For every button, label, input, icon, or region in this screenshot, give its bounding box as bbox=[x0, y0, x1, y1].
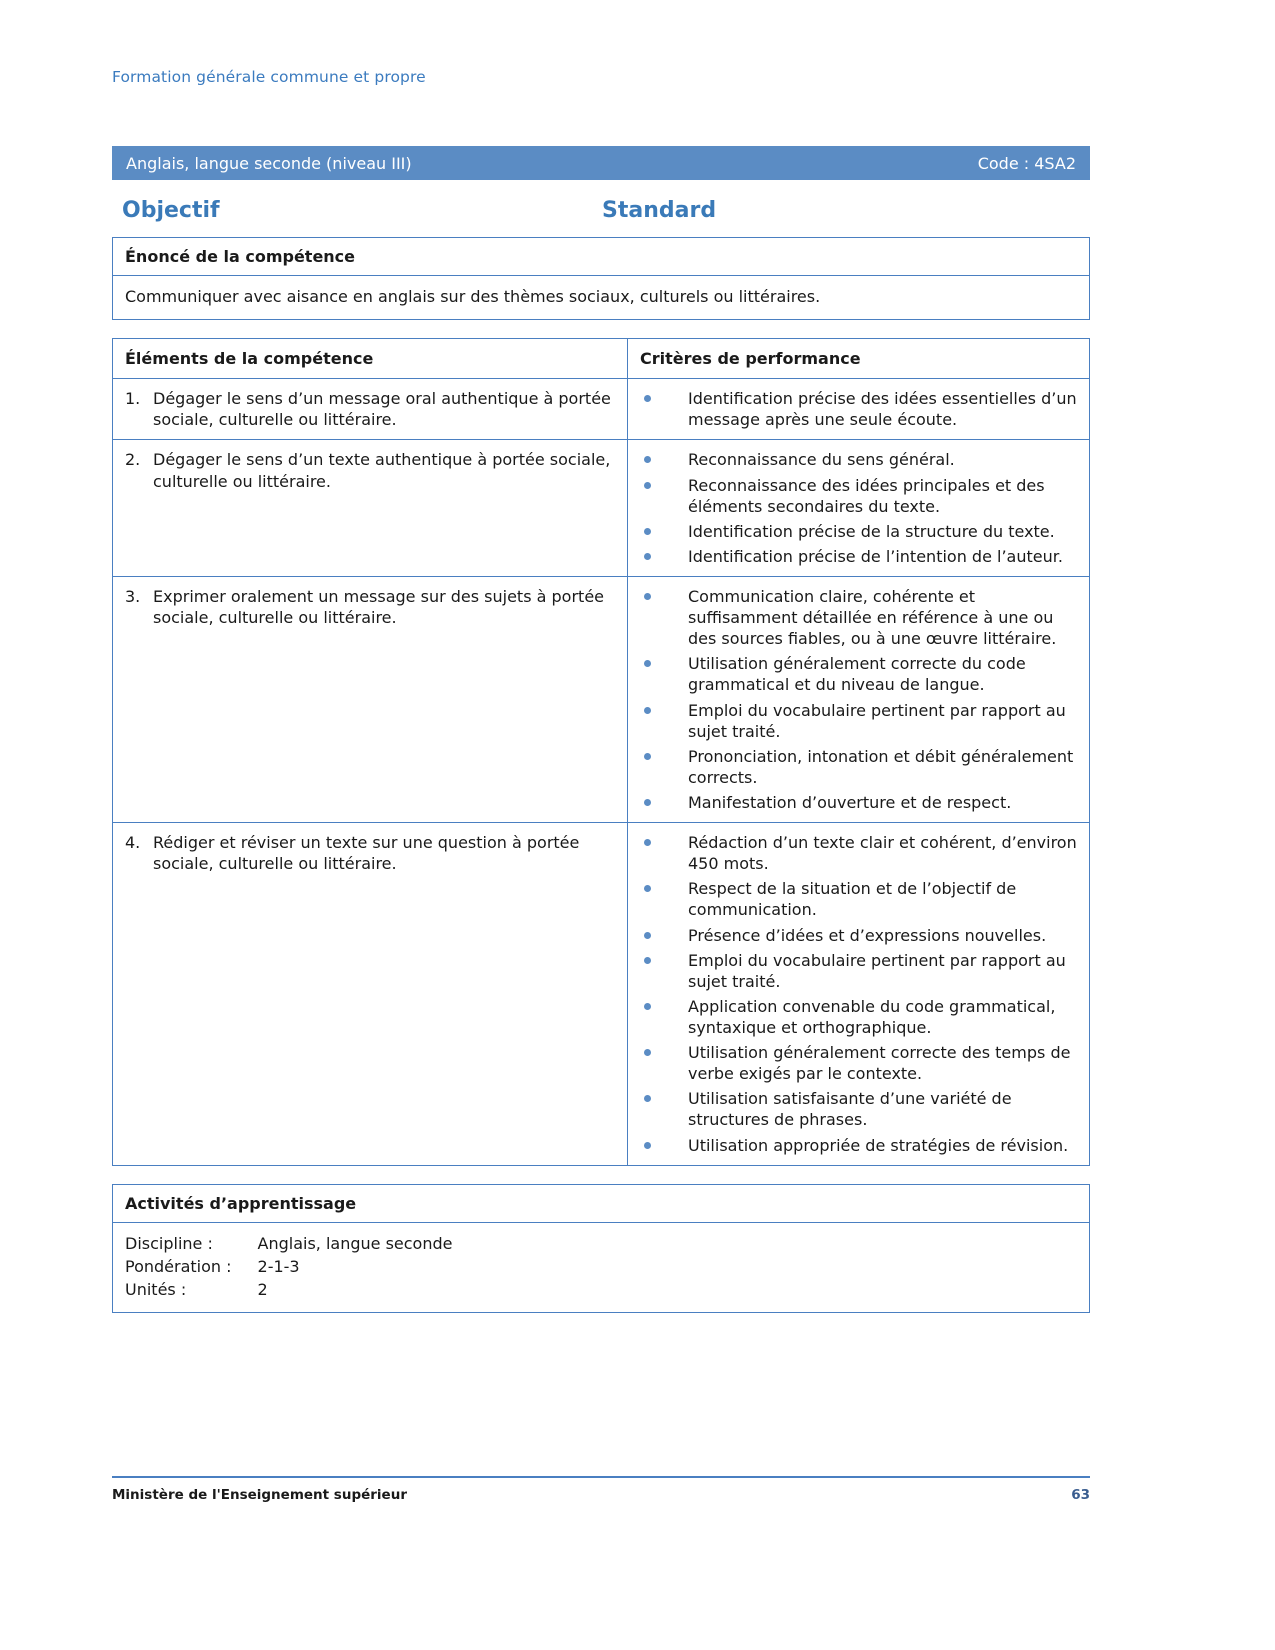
list-item bbox=[640, 746, 1077, 788]
bullet-icon bbox=[644, 799, 651, 806]
learning-activities-block bbox=[112, 1184, 1090, 1313]
list-item bbox=[640, 950, 1077, 992]
criteria-text: Prononciation, intonation et débit généralement corrects. bbox=[688, 746, 1074, 787]
list-item bbox=[640, 1042, 1077, 1084]
criteria-text: Présence d’idées et d’expressions nouvelles. bbox=[688, 925, 1047, 945]
footer-page-number: 63 bbox=[1071, 1487, 1090, 1503]
competence-statement-header: Énoncé de la compétence bbox=[113, 238, 1089, 276]
list-item bbox=[640, 1135, 1077, 1156]
bullet-icon bbox=[644, 553, 651, 560]
bullet-icon bbox=[644, 395, 651, 402]
criteria-text: Reconnaissance du sens général. bbox=[688, 450, 955, 470]
criteria-cell bbox=[628, 576, 1090, 822]
table-header-row bbox=[113, 339, 1090, 379]
column-header-criteria: Critères de performance bbox=[628, 339, 1090, 379]
criteria-text: Identification précise de l’intention de l’auteur. bbox=[688, 546, 1063, 566]
list-item bbox=[640, 925, 1077, 946]
criteria-list bbox=[640, 388, 1077, 430]
section-header-note: Formation générale commune et propre bbox=[112, 68, 426, 86]
bullet-icon bbox=[644, 660, 651, 667]
course-title-bar bbox=[112, 146, 1090, 180]
criteria-text: Utilisation généralement correcte des temps de verbe exigés par le contexte. bbox=[688, 1043, 1071, 1084]
course-code: Code : 4SA2 bbox=[977, 153, 1076, 173]
criteria-text: Utilisation généralement correcte du code grammatical et du niveau de langue. bbox=[688, 654, 1026, 695]
bullet-icon bbox=[644, 1142, 651, 1149]
page-footer bbox=[112, 1487, 1090, 1503]
course-title: Anglais, langue seconde (niveau III) bbox=[126, 153, 412, 173]
bullet-icon bbox=[644, 456, 651, 463]
column-header-elements: Éléments de la compétence bbox=[113, 339, 628, 379]
heading-standard: Standard bbox=[602, 198, 717, 223]
element-number: 3. bbox=[125, 586, 141, 606]
element-text: Dégager le sens d’un texte authentique à portée sociale, culturelle ou littéraire. bbox=[153, 450, 611, 491]
criteria-cell bbox=[628, 823, 1090, 1166]
bullet-icon bbox=[644, 1003, 651, 1010]
field-value: 2 bbox=[257, 1279, 268, 1299]
bullet-icon bbox=[644, 932, 651, 939]
objectif-standard-headings bbox=[112, 198, 1090, 223]
bullet-icon bbox=[644, 593, 651, 600]
footer-ministry: Ministère de l'Enseignement supérieur bbox=[112, 1487, 407, 1503]
list-item bbox=[640, 700, 1077, 742]
element-cell bbox=[113, 379, 628, 440]
bullet-icon bbox=[644, 1049, 651, 1056]
bullet-icon bbox=[644, 839, 651, 846]
criteria-text: Rédaction d’un texte clair et cohérent, d’environ 450 mots. bbox=[688, 833, 1077, 874]
field-label: Pondération : bbox=[125, 1256, 232, 1276]
list-item bbox=[640, 546, 1077, 567]
criteria-text: Emploi du vocabulaire pertinent par rapport au sujet traité. bbox=[688, 700, 1066, 741]
element-text: Dégager le sens d’un message oral authentique à portée sociale, culturelle ou littéraire. bbox=[153, 389, 611, 430]
list-item bbox=[640, 792, 1077, 813]
activity-field-row bbox=[125, 1279, 452, 1300]
criteria-text: Emploi du vocabulaire pertinent par rapport au sujet traité. bbox=[688, 950, 1066, 991]
table-row bbox=[113, 379, 1090, 440]
criteria-cell bbox=[628, 379, 1090, 440]
bullet-icon bbox=[644, 528, 651, 535]
table-row bbox=[113, 440, 1090, 577]
list-item bbox=[640, 653, 1077, 695]
element-cell bbox=[113, 576, 628, 822]
criteria-text: Identification précise de la structure du texte. bbox=[688, 521, 1055, 541]
activity-field-row bbox=[125, 1233, 452, 1256]
criteria-text: Manifestation d’ouverture et de respect. bbox=[688, 792, 1012, 812]
table-row bbox=[113, 576, 1090, 822]
list-item bbox=[640, 449, 1077, 470]
list-item bbox=[640, 878, 1077, 920]
bullet-icon bbox=[644, 753, 651, 760]
list-item bbox=[640, 832, 1077, 874]
criteria-text: Communication claire, cohérente et suffisamment détaillée en référence à une ou des sources fiables, ou à une œuvre littéraire. bbox=[688, 586, 1057, 649]
criteria-text: Respect de la situation et de l’objectif de communication. bbox=[688, 879, 1017, 920]
field-label: Unités : bbox=[125, 1279, 187, 1299]
criteria-cell bbox=[628, 440, 1090, 577]
criteria-text: Application convenable du code grammatical, syntaxique et orthographique. bbox=[688, 996, 1056, 1037]
field-label: Discipline : bbox=[125, 1233, 213, 1253]
bullet-icon bbox=[644, 1095, 651, 1102]
field-value: 2-1-3 bbox=[257, 1256, 300, 1276]
list-item bbox=[640, 586, 1077, 649]
criteria-list bbox=[640, 832, 1077, 1156]
element-number: 2. bbox=[125, 450, 141, 470]
list-item bbox=[640, 521, 1077, 542]
competence-table bbox=[112, 338, 1090, 1166]
heading-objectif: Objectif bbox=[122, 198, 220, 223]
competence-statement-block bbox=[112, 237, 1090, 320]
activity-field-row bbox=[125, 1256, 452, 1279]
element-number: 4. bbox=[125, 833, 141, 853]
element-number: 1. bbox=[125, 389, 141, 409]
element-cell bbox=[113, 823, 628, 1166]
bullet-icon bbox=[644, 957, 651, 964]
footer-divider bbox=[112, 1476, 1090, 1478]
table-row bbox=[113, 823, 1090, 1166]
element-text: Exprimer oralement un message sur des sujets à portée sociale, culturelle ou littéraire. bbox=[153, 586, 604, 628]
element-cell bbox=[113, 440, 628, 577]
page-content bbox=[112, 146, 1090, 1331]
criteria-text: Identification précise des idées essentielles d’un message après une seule écoute. bbox=[688, 389, 1077, 430]
field-value: Anglais, langue seconde bbox=[257, 1233, 453, 1253]
list-item bbox=[640, 1088, 1077, 1130]
bullet-icon bbox=[644, 707, 651, 714]
list-item bbox=[640, 475, 1077, 517]
bullet-icon bbox=[644, 885, 651, 892]
learning-activities-header: Activités d’apprentissage bbox=[113, 1185, 1089, 1223]
element-text: Rédiger et réviser un texte sur une question à portée sociale, culturelle ou littéraire. bbox=[153, 833, 580, 874]
list-item bbox=[640, 388, 1077, 430]
learning-activities-body bbox=[113, 1223, 1089, 1312]
criteria-list bbox=[640, 586, 1077, 813]
criteria-text: Reconnaissance des idées principales et des éléments secondaires du texte. bbox=[688, 475, 1045, 516]
criteria-text: Utilisation satisfaisante d’une variété de structures de phrases. bbox=[688, 1089, 1012, 1130]
list-item bbox=[640, 996, 1077, 1038]
criteria-list bbox=[640, 449, 1077, 567]
competence-statement-text: Communiquer avec aisance en anglais sur des thèmes sociaux, culturels ou littéraires. bbox=[125, 287, 821, 306]
criteria-text: Utilisation appropriée de stratégies de révision. bbox=[688, 1135, 1069, 1155]
bullet-icon bbox=[644, 482, 651, 489]
